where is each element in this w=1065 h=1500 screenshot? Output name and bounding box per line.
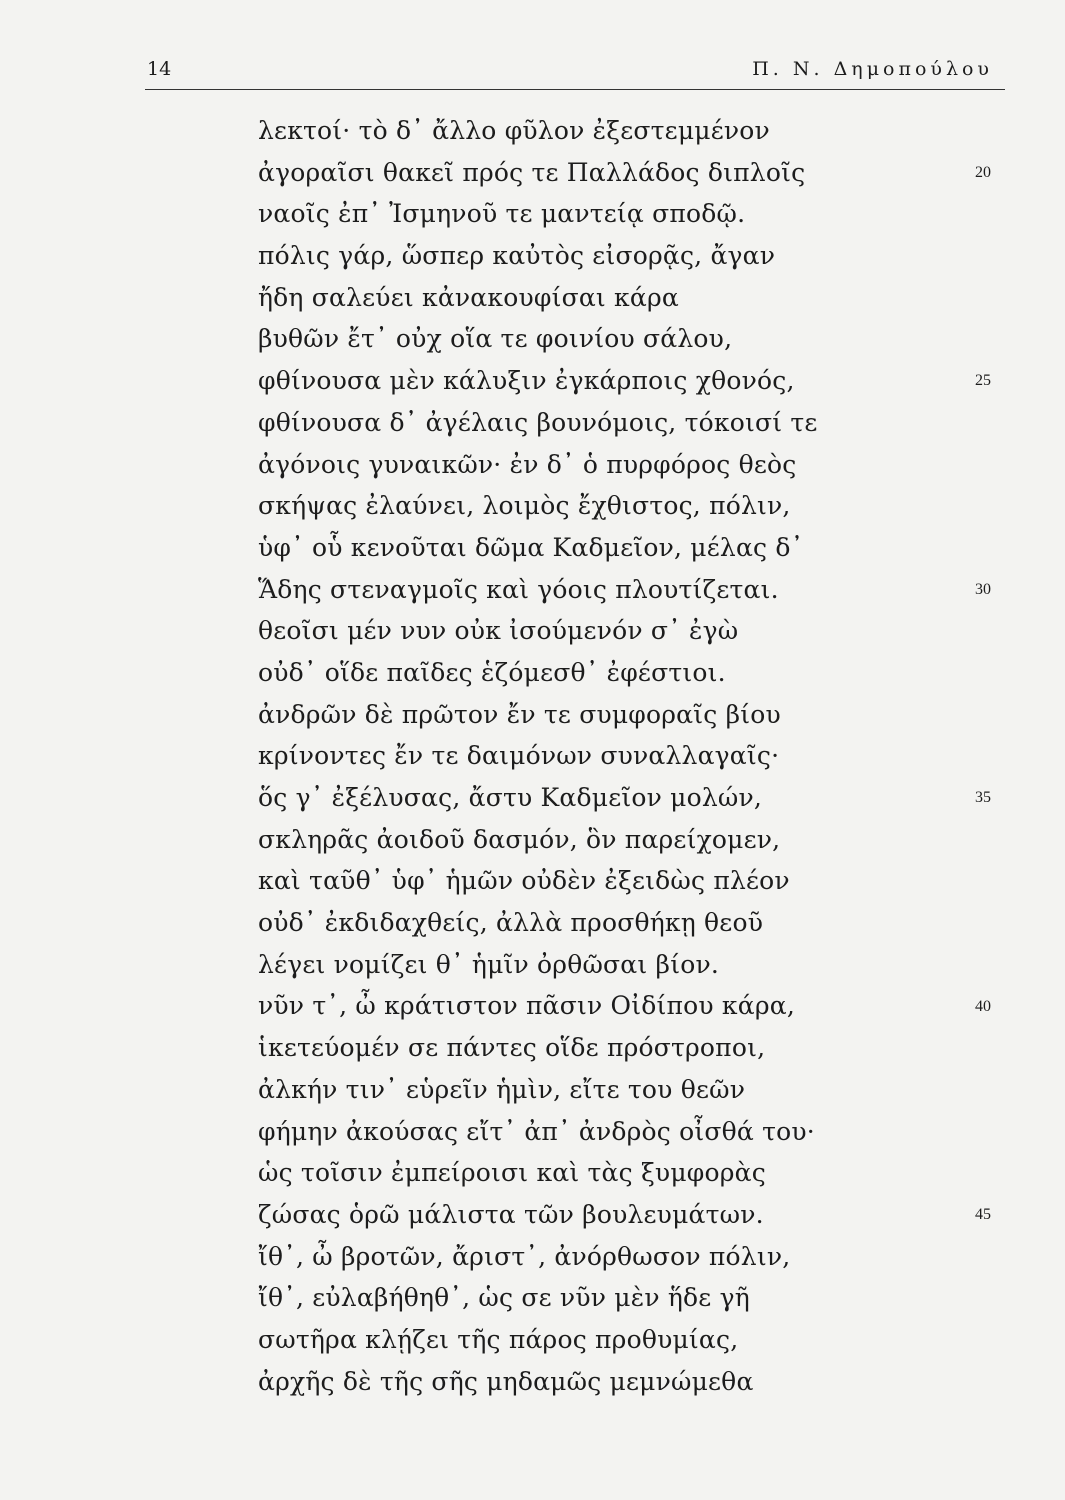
line-number: 40 xyxy=(975,997,991,1015)
running-head: Π. Ν. Δημοπούλου xyxy=(752,58,993,80)
line-number: 45 xyxy=(975,1206,991,1224)
verse-line: οὐδ᾽ οἵδε παῖδες ἑζόμεσθ᾽ ἐφέστιοι. xyxy=(258,657,726,687)
verse-line: ἴθ᾽, ὦ βροτῶν, ἄριστ᾽, ἀνόρθωσον πόλιν, xyxy=(258,1241,791,1271)
verse-block xyxy=(258,110,938,1402)
verse-line: ἀνδρῶν δὲ πρῶτον ἔν τε συμφοραῖς βίου xyxy=(258,699,781,729)
verse-line: βυθῶν ἔτ᾽ οὐχ οἵα τε φοινίου σάλου, xyxy=(258,324,733,354)
verse-line: φήμην ἀκούσας εἴτ᾽ ἀπ᾽ ἀνδρὸς οἶσθά του· xyxy=(258,1116,815,1146)
verse-line: ἀγόνοις γυναικῶν· ἐν δ᾽ ὁ πυρφόρος θεὸς xyxy=(258,449,797,479)
verse-line: φθίνουσα μὲν κάλυξιν ἐγκάρποις χθονός, xyxy=(258,366,795,396)
line-number: 35 xyxy=(975,789,991,807)
verse-line: λεκτοί· τὸ δ᾽ ἄλλο φῦλον ἐξεστεμμένον xyxy=(258,116,770,145)
line-number: 30 xyxy=(975,580,991,598)
verse-line: ἴθ᾽, εὐλαβήθηθ᾽, ὡς σε νῦν μὲν ἥδε γῆ xyxy=(258,1283,750,1313)
verse-line: σωτῆρα κλῄζει τῆς πάρος προθυμίας, xyxy=(258,1324,739,1354)
line-number: 25 xyxy=(975,372,991,390)
verse-line: σκήψας ἐλαύνει, λοιμὸς ἔχθιστος, πόλιν, xyxy=(258,491,791,521)
verse-line: ὑφ᾽ οὗ κενοῦται δῶμα Καδμεῖον, μέλας δ᾽ xyxy=(258,532,804,562)
verse-line: ναοῖς ἐπ᾽ Ἰσμηνοῦ τε μαντείᾳ σποδῷ. xyxy=(258,199,746,229)
verse-line: ἀγοραῖσι θακεῖ πρός τε Παλλάδος διπλοῖς xyxy=(258,157,806,187)
verse-line: πόλις γάρ, ὥσπερ καὐτὸς εἰσορᾷς, ἄγαν xyxy=(258,241,776,271)
verse-line: νῦν τ᾽, ὦ κράτιστον πᾶσιν Οἰδίπου κάρα, xyxy=(258,991,795,1021)
verse-line: Ἅδης στεναγμοῖς καὶ γόοις πλουτίζεται. xyxy=(258,574,779,604)
verse-line: ἀλκήν τιν᾽ εὑρεῖν ἡμὶν, εἴτε του θεῶν xyxy=(258,1074,746,1104)
verse-line: οὐδ᾽ ἐκδιδαχθείς, ἀλλὰ προσθήκῃ θεοῦ xyxy=(258,908,764,938)
verse-line: κρίνοντες ἔν τε δαιμόνων συναλλαγαῖς· xyxy=(258,741,780,771)
verse-line: καὶ ταῦθ᾽ ὑφ᾽ ἡμῶν οὐδὲν ἐξειδὼς πλέον xyxy=(258,866,790,896)
verse-line: ἤδη σαλεύει κἀνακουφίσαι κάρα xyxy=(258,282,679,312)
verse-line: σκληρᾶς ἀοιδοῦ δασμόν, ὃν παρείχομεν, xyxy=(258,824,781,854)
verse-line: λέγει νομίζει θ᾽ ἡμῖν ὀρθῶσαι βίον. xyxy=(258,949,719,979)
page-number: 14 xyxy=(147,58,172,80)
verse-line: ἀρχῆς δὲ τῆς σῆς μηδαμῶς μεμνώμεθα xyxy=(258,1366,754,1396)
verse-line: ζώσας ὁρῶ μάλιστα τῶν βουλευμάτων. xyxy=(258,1199,764,1229)
verse-line: φθίνουσα δ᾽ ἀγέλαις βουνόμοις, τόκοισί τε xyxy=(258,407,818,437)
verse-line: ὅς γ᾽ ἐξέλυσας, ἄστυ Καδμεῖον μολών, xyxy=(258,783,763,812)
header-rule xyxy=(145,89,1005,90)
line-number: 20 xyxy=(975,163,991,181)
verse-line: ἱκετεύομέν σε πάντες οἵδε πρόστροποι, xyxy=(258,1033,766,1063)
verse-line: θεοῖσι μέν νυν οὐκ ἰσούμενόν σ᾽ ἐγὼ xyxy=(258,616,739,646)
verse-line: ὡς τοῖσιν ἐμπείροισι καὶ τὰς ξυμφορὰς xyxy=(258,1158,766,1188)
